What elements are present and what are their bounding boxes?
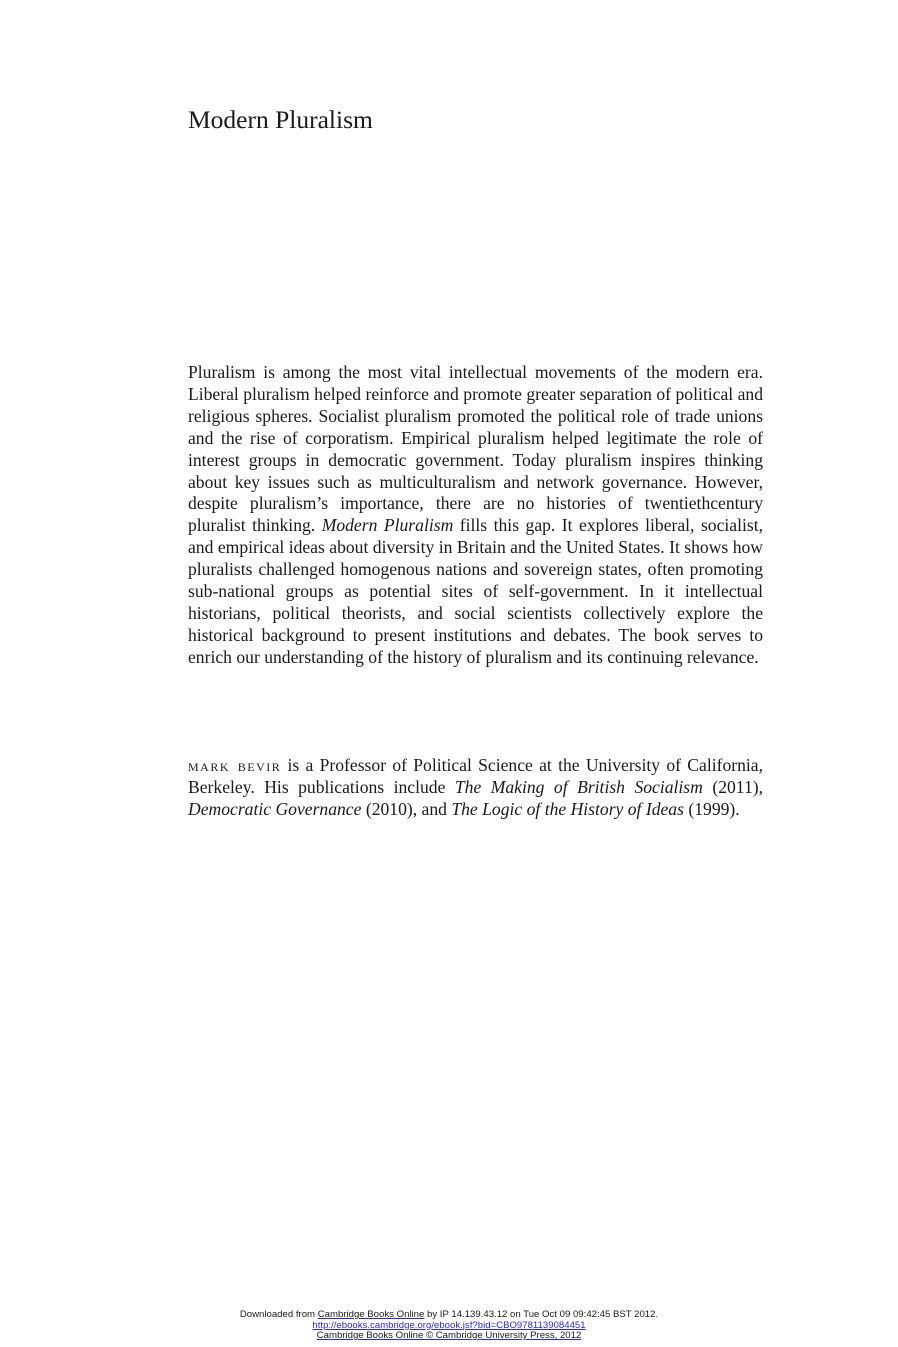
copyright-notice: Cambridge Books Online © Cambridge University Press, 2012 — [316, 1330, 582, 1342]
download-site-link[interactable]: Cambridge Books Online — [317, 1309, 425, 1320]
book-description — [188, 362, 763, 669]
author-name: mark bevir — [188, 755, 282, 775]
download-footer — [0, 1310, 898, 1342]
bio-text-4: (1999). — [683, 798, 740, 819]
bio-text-3: (2010), and — [361, 798, 452, 819]
publication-title-1: The Making of British Socialism — [454, 776, 703, 797]
author-bio — [188, 755, 763, 821]
publication-title-3: The Logic of the History of Ideas — [451, 798, 684, 819]
bio-text-2: (2011), — [702, 776, 763, 797]
download-suffix: by IP 14.139.43.12 on Tue Oct 09 09:42:45 BST 2012. — [424, 1309, 659, 1320]
ebook-url-link[interactable]: http://ebooks.cambridge.org/ebook.jsf?bid=CBO9781139084451 — [312, 1319, 586, 1331]
description-text-2: fills this gap. It explores liberal, socialist, and empirical ideas about diversity in Britain and the United States. It shows how pluralists challenged homogenous nations and sovereign states, often promoting sub-national groups as potential sites of self-government. In it intellectual historians, political theorists, and social scientists collectively explore the historical background to present institutions and debates. The book serves to enrich our understanding of the history of pluralism and its continuing relevance. — [188, 515, 763, 667]
description-text-1: Pluralism is among the most vital intellectual movements of the modern era. Liberal pluralism helped reinforce and promote greater separation of political and religious spheres. Socialist pluralism promoted the political role of trade unions and the rise of corporatism. Empirical pluralism helped legitimate the role of interest groups in democratic government. Today pluralism inspires thinking about key issues such as multiculturalism and network governance. However, despite pluralism’s importance, there are no histories of twentiethcentury pluralist thinking. — [188, 362, 763, 536]
page-title: Modern Pluralism — [188, 105, 373, 134]
book-title-italic: Modern Pluralism — [321, 515, 454, 536]
bio-text-1: is a Professor of Political Science at the University of California, Berkeley. His publications include — [188, 755, 763, 797]
download-prefix: Downloaded from — [239, 1309, 318, 1320]
publication-title-2: Democratic Governance — [188, 798, 362, 819]
